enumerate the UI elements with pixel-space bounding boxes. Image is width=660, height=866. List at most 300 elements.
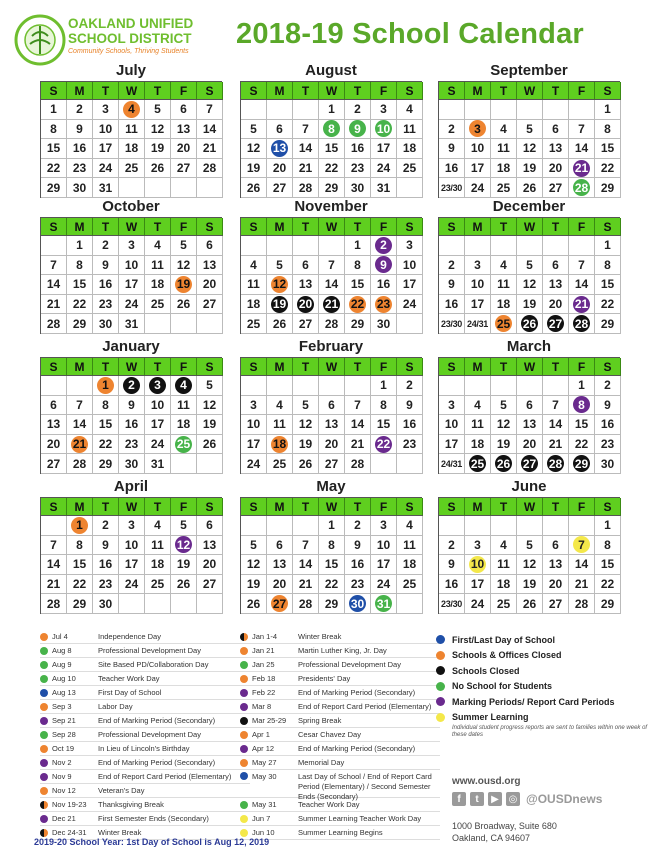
day-cell [241, 236, 267, 256]
facebook-icon[interactable]: f [452, 792, 466, 806]
day-cell [171, 314, 197, 334]
day-number: 21 [46, 577, 61, 592]
legend-label: Schools & Offices Closed [452, 650, 562, 661]
day-number: 7 [50, 257, 57, 272]
weekday-header: F [171, 358, 197, 376]
day-number: 11 [497, 557, 510, 572]
event-date: Jan 25 [252, 660, 275, 669]
month-january [40, 338, 222, 474]
day-cell [595, 575, 621, 595]
event-date: Aug 8 [52, 646, 72, 655]
event-row [40, 686, 250, 700]
day-cell [517, 454, 543, 474]
day-number: 22 [46, 161, 61, 176]
day-cell [595, 376, 621, 396]
day-number: 28 [298, 180, 313, 195]
weekday-header: M [465, 498, 491, 516]
day-cell [145, 256, 171, 276]
weekday-header: S [439, 82, 465, 100]
day-number: 17 [470, 297, 485, 312]
day-number: 10 [470, 277, 485, 292]
day-number: 20 [176, 141, 191, 156]
day-cell [569, 415, 595, 435]
social-links [452, 792, 602, 806]
day-number: 30 [350, 180, 365, 195]
day-cell [491, 376, 517, 396]
day-cell [491, 435, 517, 455]
day-number: 24 [150, 437, 165, 452]
weekday-header: T [491, 498, 517, 516]
yellow-dot-icon [240, 829, 248, 837]
day-cell [293, 396, 319, 416]
day-cell [267, 555, 293, 575]
day-number: 15 [376, 417, 391, 432]
day-cell [293, 159, 319, 179]
day-number: 21 [548, 437, 563, 452]
day-number: 19 [496, 437, 511, 452]
day-cell [41, 415, 67, 435]
day-number: 20 [548, 297, 563, 312]
day-cell [267, 435, 293, 455]
weekday-header: T [93, 358, 119, 376]
day-cell [171, 256, 197, 276]
day-number: 5 [250, 121, 257, 136]
weekday-header: M [67, 498, 93, 516]
event-date: May 30 [252, 772, 277, 781]
day-number: 13 [202, 257, 217, 272]
day-cell [267, 139, 293, 159]
yellow-dot-icon [240, 815, 248, 823]
day-cell [197, 256, 223, 276]
day-cell [397, 236, 423, 256]
day-cell [543, 100, 569, 120]
day-number: 25 [176, 437, 191, 452]
day-number: 4 [154, 518, 161, 533]
day-cell [119, 454, 145, 474]
website-link[interactable]: www.ousd.org [452, 776, 521, 787]
event-row [240, 812, 440, 826]
weekday-header: M [67, 358, 93, 376]
day-number: 2 [76, 102, 83, 117]
day-number: 10 [246, 417, 261, 432]
weekday-header: T [491, 358, 517, 376]
day-number: 23 [376, 297, 391, 312]
day-cell [345, 575, 371, 595]
day-cell [569, 178, 595, 198]
day-cell [197, 536, 223, 556]
day-cell [267, 376, 293, 396]
day-number: 29 [72, 316, 87, 331]
day-number: 25 [246, 316, 261, 331]
day-number: 21 [46, 297, 61, 312]
day-cell [371, 120, 397, 140]
day-cell [241, 256, 267, 276]
day-number: 29 [72, 596, 87, 611]
weekday-header: W [119, 218, 145, 236]
day-number: 31 [98, 180, 113, 195]
weekday-header: F [569, 218, 595, 236]
day-cell [241, 575, 267, 595]
day-cell [67, 275, 93, 295]
day-cell [267, 295, 293, 315]
day-cell [319, 236, 345, 256]
day-number: 19 [202, 417, 217, 432]
day-cell [595, 236, 621, 256]
day-number: 14 [574, 141, 589, 156]
weekday-header: W [119, 82, 145, 100]
month-name: April [113, 478, 149, 495]
day-number: 14 [574, 557, 589, 572]
day-number: 12 [496, 417, 511, 432]
month-name: May [316, 478, 346, 495]
day-cell [345, 435, 371, 455]
day-number: 29 [350, 316, 365, 331]
day-cell [119, 516, 145, 536]
day-cell [345, 236, 371, 256]
address [452, 820, 557, 844]
day-cell [345, 415, 371, 435]
orange-dot-icon [40, 745, 48, 753]
day-number: 16 [600, 417, 615, 432]
weekday-header: S [41, 498, 67, 516]
weekday-header: M [267, 218, 293, 236]
day-cell [93, 275, 119, 295]
day-number: 20 [548, 161, 563, 176]
day-number: 17 [150, 417, 165, 432]
day-number: 24 [376, 577, 391, 592]
event-date: Dec 24-31 [52, 828, 87, 837]
day-number: 19 [522, 161, 537, 176]
day-number: 16 [98, 557, 113, 572]
day-cell [293, 139, 319, 159]
day-number: 16 [124, 417, 139, 432]
day-cell [93, 295, 119, 315]
day-number: 26 [522, 316, 537, 331]
day-cell [241, 120, 267, 140]
day-number: 20 [324, 437, 339, 452]
day-cell [41, 536, 67, 556]
day-number: 6 [552, 121, 559, 136]
day-number: 5 [180, 238, 187, 253]
day-cell [41, 594, 67, 614]
day-cell [371, 575, 397, 595]
day-number: 29 [98, 456, 113, 471]
day-number: 30 [350, 596, 365, 611]
day-cell [595, 275, 621, 295]
day-cell [371, 139, 397, 159]
day-cell [345, 178, 371, 198]
day-cell [319, 516, 345, 536]
day-cell [93, 454, 119, 474]
day-number: 28 [46, 316, 61, 331]
day-number: 21 [574, 577, 589, 592]
day-cell [439, 376, 465, 396]
weekday-header: F [569, 358, 595, 376]
day-number: 18 [150, 277, 165, 292]
day-cell [371, 516, 397, 536]
day-cell [93, 178, 119, 198]
month-april [40, 478, 222, 614]
day-number: 16 [350, 557, 365, 572]
day-number: 10 [150, 397, 165, 412]
day-cell [145, 100, 171, 120]
youtube-icon[interactable]: ▶ [488, 792, 502, 806]
event-title: End of Marking Period (Secondary) [298, 744, 416, 753]
day-cell [67, 435, 93, 455]
day-cell [491, 396, 517, 416]
day-number: 23 [350, 161, 365, 176]
day-cell [145, 396, 171, 416]
day-number: 6 [302, 257, 309, 272]
day-cell [543, 396, 569, 416]
day-number: 15 [98, 417, 113, 432]
day-cell [93, 594, 119, 614]
day-cell [41, 314, 67, 334]
day-cell [93, 120, 119, 140]
day-cell [171, 100, 197, 120]
weekday-header: M [67, 82, 93, 100]
day-number: 1 [604, 518, 611, 533]
event-title: First Semester Ends (Secondary) [98, 814, 209, 823]
day-cell [145, 516, 171, 536]
day-number: 25 [272, 456, 287, 471]
day-number: 22 [600, 297, 615, 312]
day-number: 6 [276, 537, 283, 552]
month-days-grid [438, 497, 620, 614]
event-date: May 31 [252, 800, 277, 809]
day-number: 7 [578, 121, 585, 136]
day-number: 31 [376, 596, 391, 611]
day-cell [241, 139, 267, 159]
weekday-header: T [345, 82, 371, 100]
day-number: 15 [574, 417, 589, 432]
day-number: 15 [72, 277, 87, 292]
month-days-grid [240, 497, 422, 614]
day-cell [267, 275, 293, 295]
day-cell [41, 100, 67, 120]
day-number: 17 [402, 277, 417, 292]
day-cell [145, 120, 171, 140]
day-cell [145, 415, 171, 435]
day-cell [517, 159, 543, 179]
day-number: 23/30 [440, 318, 463, 329]
day-cell [119, 120, 145, 140]
day-cell [517, 435, 543, 455]
day-cell [119, 159, 145, 179]
weekday-header: M [67, 218, 93, 236]
day-number: 2 [448, 537, 455, 552]
day-number: 17 [246, 437, 261, 452]
day-cell [465, 575, 491, 595]
day-cell [241, 376, 267, 396]
day-cell [267, 516, 293, 536]
month-days-grid [240, 81, 422, 198]
day-number: 14 [548, 417, 563, 432]
event-title: Spring Break [298, 716, 342, 725]
day-cell [491, 555, 517, 575]
day-number: 20 [46, 437, 61, 452]
day-number: 24 [402, 297, 417, 312]
day-number: 10 [376, 537, 391, 552]
month-september [438, 62, 620, 198]
weekday-header: W [319, 82, 345, 100]
weekday-header: F [371, 82, 397, 100]
green-dot-icon [240, 661, 248, 669]
day-cell [543, 454, 569, 474]
day-number: 1 [604, 102, 611, 117]
day-cell [119, 575, 145, 595]
day-number: 16 [402, 417, 417, 432]
day-number: 1 [578, 378, 585, 393]
day-number: 27 [522, 456, 537, 471]
weekday-header: T [345, 498, 371, 516]
day-cell [293, 376, 319, 396]
day-cell [517, 396, 543, 416]
day-number: 23 [98, 297, 113, 312]
day-cell [241, 594, 267, 614]
day-cell [119, 435, 145, 455]
month-name: June [511, 478, 547, 495]
day-number: 26 [202, 437, 217, 452]
day-cell [595, 256, 621, 276]
event-date: Jul 4 [52, 632, 68, 641]
day-number: 10 [470, 141, 485, 156]
day-cell [569, 295, 595, 315]
day-number: 3 [250, 397, 257, 412]
day-cell [319, 454, 345, 474]
day-cell [465, 536, 491, 556]
event-title: End of Marking Period (Secondary) [98, 758, 216, 767]
day-number: 15 [600, 277, 615, 292]
day-number: 27 [548, 180, 563, 195]
day-cell [267, 396, 293, 416]
day-cell [465, 435, 491, 455]
event-row [240, 714, 440, 728]
month-march [438, 338, 620, 474]
day-number: 8 [573, 396, 590, 413]
day-number: 24 [376, 161, 391, 176]
day-number: 4 [123, 101, 140, 118]
day-number: 27 [202, 577, 217, 592]
day-number: 4 [500, 257, 507, 272]
day-cell [595, 396, 621, 416]
month-days-grid [40, 81, 222, 198]
day-cell [119, 594, 145, 614]
day-number: 20 [202, 277, 217, 292]
day-cell [145, 178, 171, 198]
day-cell [197, 454, 223, 474]
day-cell [41, 555, 67, 575]
day-number: 29 [600, 316, 615, 331]
day-number: 7 [50, 537, 57, 552]
day-number: 3 [474, 257, 481, 272]
day-number: 21 [298, 577, 313, 592]
instagram-icon[interactable]: ◎ [506, 792, 520, 806]
day-cell [119, 415, 145, 435]
day-cell [119, 536, 145, 556]
weekday-header: S [439, 358, 465, 376]
day-cell [397, 415, 423, 435]
day-cell [543, 295, 569, 315]
day-number: 28 [350, 456, 365, 471]
day-cell [569, 536, 595, 556]
legend-note: Individual student progress reports are sent to families within one week of these dates [452, 725, 648, 738]
day-cell [439, 275, 465, 295]
weekday-header: S [595, 358, 621, 376]
month-december [438, 198, 620, 334]
day-number: 4 [154, 238, 161, 253]
day-number: 1 [354, 238, 361, 253]
day-cell [345, 295, 371, 315]
day-number: 26 [150, 161, 165, 176]
day-cell [569, 376, 595, 396]
day-cell [267, 100, 293, 120]
day-cell [517, 536, 543, 556]
day-cell [119, 256, 145, 276]
weekday-header: W [517, 82, 543, 100]
event-title: Presidents' Day [298, 674, 351, 683]
day-cell [241, 415, 267, 435]
day-number: 11 [497, 141, 510, 156]
day-cell [293, 275, 319, 295]
day-cell [465, 314, 491, 334]
day-cell [345, 454, 371, 474]
event-date: Aug 10 [52, 674, 76, 683]
day-cell [293, 100, 319, 120]
day-number: 3 [128, 238, 135, 253]
day-cell [543, 555, 569, 575]
day-number: 28 [574, 316, 589, 331]
day-number: 9 [102, 257, 109, 272]
day-number: 26 [246, 596, 261, 611]
day-number: 31 [376, 180, 391, 195]
day-cell [569, 275, 595, 295]
day-cell [371, 376, 397, 396]
day-cell [93, 314, 119, 334]
day-cell [241, 275, 267, 295]
event-date: Aug 13 [52, 688, 76, 697]
day-cell [397, 536, 423, 556]
day-number: 9 [102, 537, 109, 552]
day-number: 25 [150, 297, 165, 312]
day-number: 10 [444, 417, 459, 432]
weekday-header: T [491, 82, 517, 100]
day-cell [439, 100, 465, 120]
day-number: 30 [600, 456, 615, 471]
twitter-icon[interactable]: t [470, 792, 484, 806]
blue-dot-icon [436, 635, 445, 644]
day-number: 26 [522, 596, 537, 611]
day-cell [293, 594, 319, 614]
day-number: 30 [124, 456, 139, 471]
event-date: Nov 2 [52, 758, 72, 767]
day-cell [41, 120, 67, 140]
event-date: Sep 21 [52, 716, 76, 725]
day-number: 6 [328, 397, 335, 412]
day-number: 9 [375, 256, 392, 273]
day-cell [293, 536, 319, 556]
day-cell [41, 178, 67, 198]
day-cell [119, 178, 145, 198]
day-number: 18 [176, 417, 191, 432]
day-cell [197, 178, 223, 198]
day-number: 7 [328, 257, 335, 272]
day-cell [241, 100, 267, 120]
day-number: 10 [98, 121, 113, 136]
day-number: 15 [72, 557, 87, 572]
day-cell [319, 178, 345, 198]
weekday-header: T [293, 498, 319, 516]
